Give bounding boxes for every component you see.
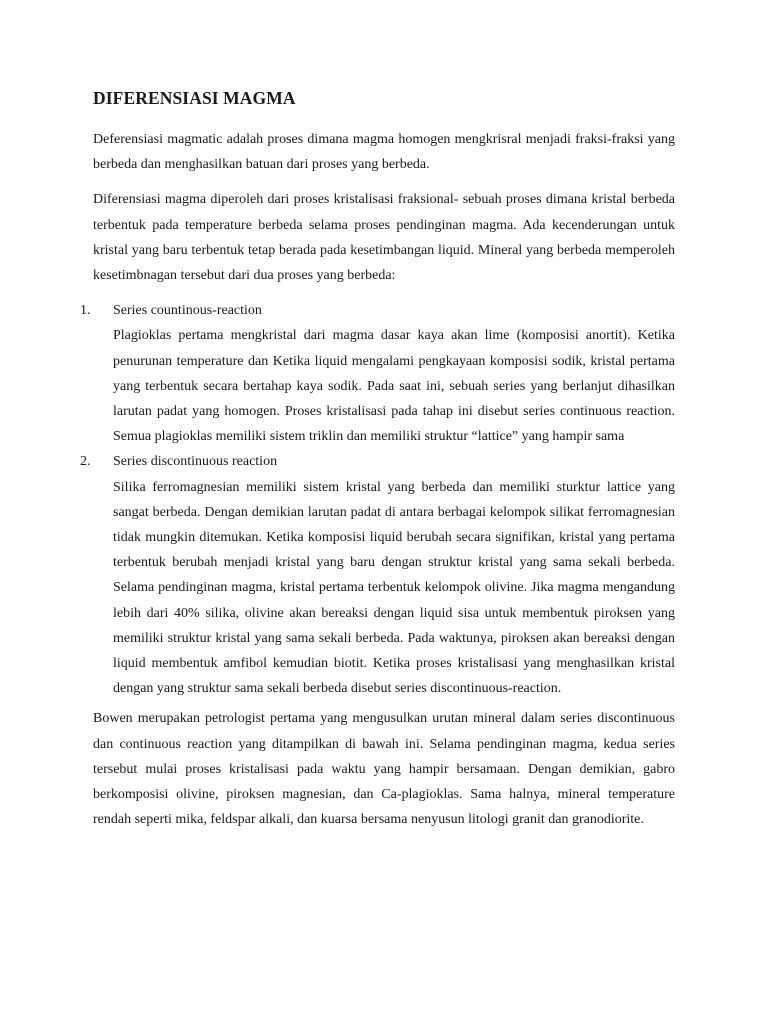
reaction-series-list — [80, 298, 675, 701]
list-item-number: 1. — [80, 303, 91, 319]
closing-paragraph: Bowen merupakan petrologist pertama yang mengusulkan urutan mineral dalam series discontinuous dan continuous reaction yang ditampilkan di bawah ini. Selama pendinginan magma, kedua series tersebut mulai proses kristalisasi pada waktu yang hampir bersamaan. Dengan demikian, gabro berkomposisi olivine, piroksen magnesian, dan Ca-plagioklas. Sama halnya, mineral temperature rendah seperti mika, feldspar alkali, dan kuarsa bersama nenyusun litologi granit dan granodiorite. — [93, 711, 675, 828]
document-title: DIFERENSIASI MAGMA — [93, 88, 296, 108]
intro-paragraph-2: Diferensiasi magma diperoleh dari proses kristalisasi fraksional- sebuah proses dimana kristal berbeda terbentuk pada temperature berbeda selama proses pendinginan magma. Ada kecenderungan untuk kristal yang baru terbentuk tetap berada pada kesetimbangan liquid. Mineral yang berbeda memperoleh kesetimbnagan tersebut dari dua proses yang berbeda: — [93, 192, 675, 284]
list-item — [80, 298, 675, 449]
list-item — [80, 449, 675, 701]
list-item-body: Silika ferromagnesian memiliki sistem kristal yang berbeda dan memiliki sturktur lattice yang sangat berbeda. Dengan demikian larutan padat di antara berbagai kelompok silikat ferromagnesian tidak mungkin ditemukan. Ketika komposisi liquid berubah secara signifikan, kristal yang pertama terbentuk berubah menjadi kristal yang baru dengan struktur kristal yang sama sekali berbeda. Selama pendinginan magma, kristal pertama terbentuk kelompok olivine. Jika magma mengandung lebih dari 40% silika, olivine akan bereaksi dengan liquid sisa untuk membentuk piroksen yang memiliki struktur kristal yang sama sekali berbeda. Pada waktunya, piroksen akan bereaksi dengan liquid membentuk amfibol kemudian biotit. Ketika proses kristalisasi yang menghasilkan kristal dengan yang struktur sama sekali berbeda disebut series discontinuous-reaction. — [113, 479, 675, 697]
document-page — [80, 84, 675, 842]
intro-paragraph-1: Deferensiasi magmatic adalah proses dimana magma homogen mengkrisral menjadi fraksi-fraksi yang berbeda dan menghasilkan batuan dari proses yang berbeda. — [93, 132, 675, 173]
list-item-body: Plagioklas pertama mengkristal dari magma dasar kaya akan lime (komposisi anortit). Ketika penurunan temperature dan Ketika liquid mengalami pengkayaan komposisi sodik, kristal pertama yang terbentuk secara bertahap kaya sodik. Pada saat ini, sebuah series yang berlanjut dihasilkan larutan padat yang homogen. Proses kristalisasi pada tahap ini disebut series continuous reaction. Semua plagioklas memiliki sistem triklin dan memiliki struktur “lattice” yang hampir sama — [113, 328, 675, 445]
list-item-number: 2. — [80, 454, 91, 470]
list-item-heading: Series countinous-reaction — [113, 303, 262, 319]
list-item-heading: Series discontinuous reaction — [113, 454, 278, 470]
